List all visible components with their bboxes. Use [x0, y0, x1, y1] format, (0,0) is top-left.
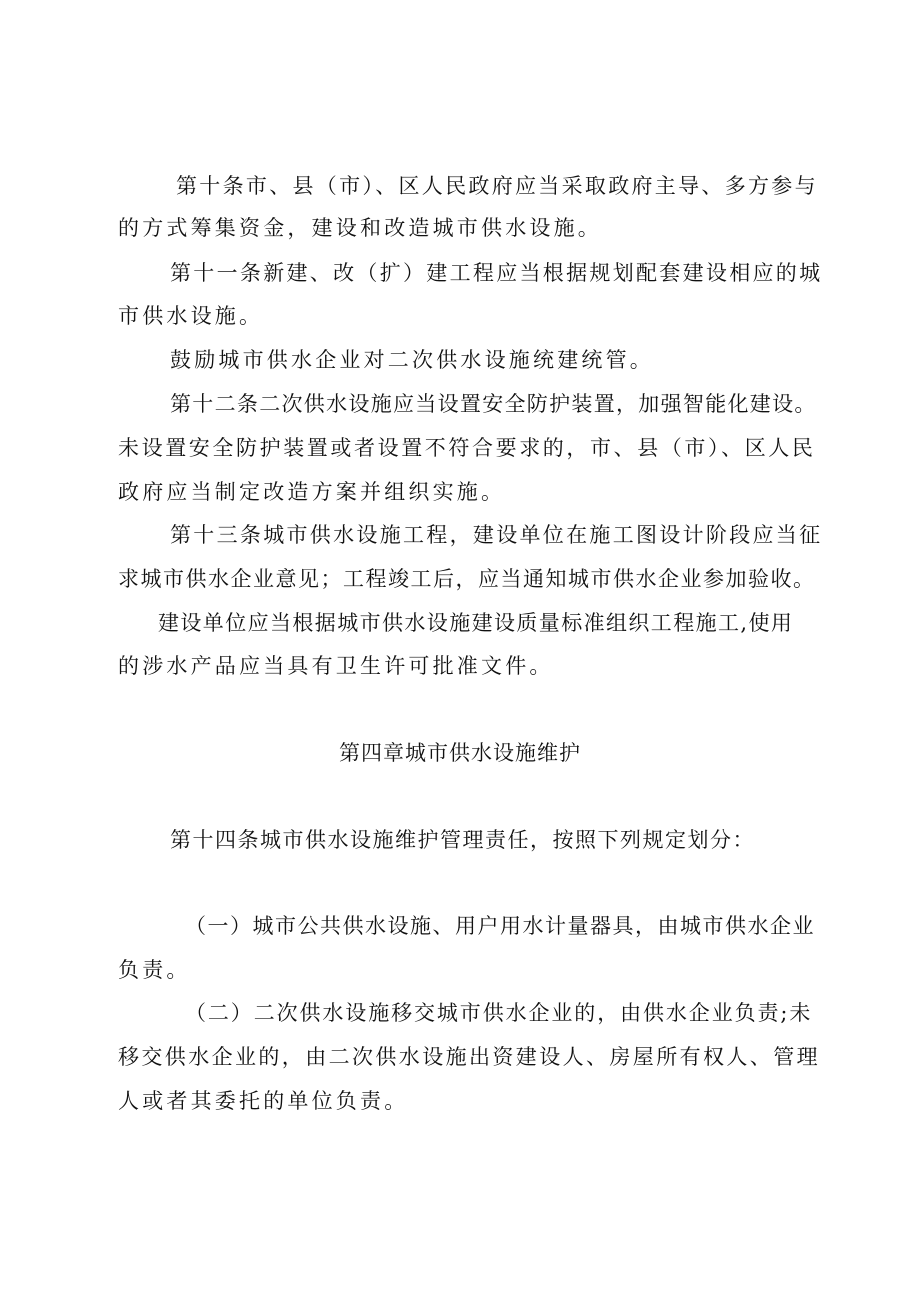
article-13-line-1: 第十三条城市供水设施工程，建设单位在施工图设计阶段应当征 [170, 523, 823, 547]
item-2-line-3: 人或者其委托的单位负责。 [118, 1089, 409, 1113]
article-11-paragraph-2: 鼓励城市供水企业对二次供水设施统建统管。 [170, 348, 654, 372]
article-12-line-3: 政府应当制定改造方案并组织实施。 [118, 480, 506, 504]
article-11-line-1: 第十一条新建、改（扩）建工程应当根据规划配套建设相应的城 [170, 261, 823, 285]
article-13-line-2: 求城市供水企业意见；工程竣工后，应当通知城市供水企业参加验收。 [118, 567, 816, 591]
article-12-line-1: 第十二条二次供水设施应当设置安全防护装置，加强智能化建设。 [170, 392, 817, 416]
article-10-line-2: 的方式筹集资金，建设和改造城市供水设施。 [118, 216, 602, 240]
article-11-line-2: 市供水设施。 [118, 304, 264, 328]
item-1-line-1: （一）城市公共供水设施、用户用水计量器具，由城市供水企业 [185, 914, 815, 938]
article-13-paragraph-2-line-1: 建设单位应当根据城市供水设施建设质量标准组织工程施工,使用 [158, 611, 794, 635]
article-12-line-2: 未设置安全防护装置或者设置不符合要求的，市、县（市）、区人民 [118, 436, 816, 460]
item-2-line-2: 移交供水企业的，由二次供水设施出资建设人、房屋所有权人、管理 [118, 1045, 820, 1069]
item-1-line-2: 负责。 [118, 958, 191, 982]
article-10-line-1: 第十条市、县（市）、区人民政府应当采取政府主导、多方参与 [176, 174, 818, 198]
article-14-line: 第十四条城市供水设施维护管理责任，按照下列规定划分： [170, 828, 755, 852]
item-2-line-1: （二）二次供水设施移交城市供水企业的，由供水企业负责;未 [185, 1001, 813, 1025]
article-13-paragraph-2-line-2: 的涉水产品应当具有卫生许可批准文件。 [118, 654, 554, 678]
chapter-heading: 第四章城市供水设施维护 [339, 741, 581, 765]
